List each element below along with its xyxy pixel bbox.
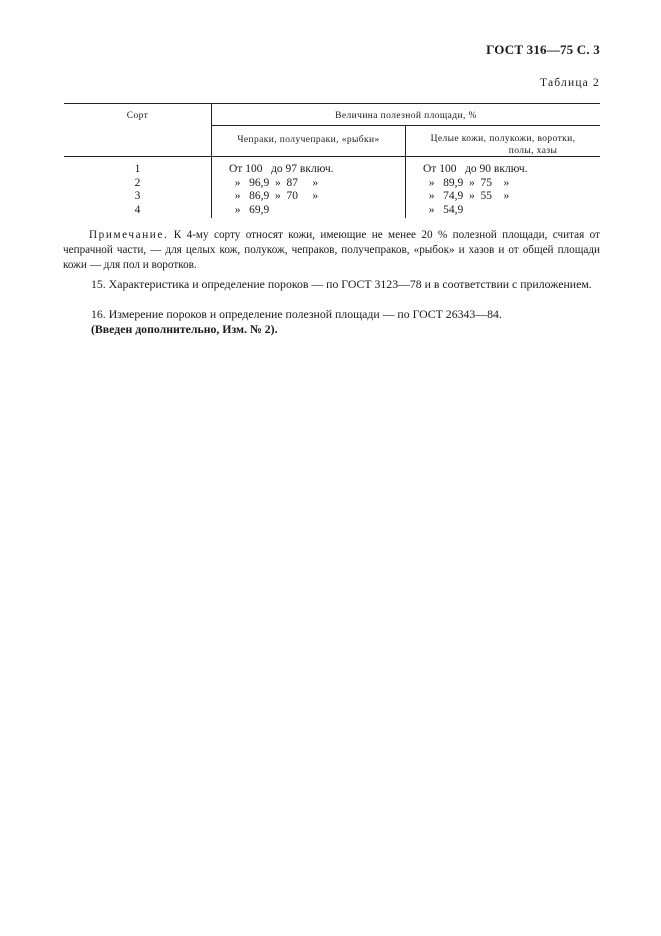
- table-row-value: » 69,9: [229, 203, 270, 216]
- table-caption: Таблица 2: [540, 77, 600, 89]
- note-text: К 4-му сорту относят кожи, имеющие не менее 20 % полезной площади, считая от чепрачной части, — для целых кож, полукож, чепраков, получепраков, «рыбок» и хазов и от общей площади кожи — для пол и воротков.: [63, 229, 600, 271]
- table-row-value: » 89,9 » 75 »: [423, 176, 510, 189]
- sub-col-header-2: [406, 133, 600, 157]
- table-row-sort: 2: [134, 176, 141, 189]
- table-row-value: От 100 до 97 включ.: [229, 163, 334, 175]
- table-row-value: » 54,9: [423, 203, 464, 216]
- table-row-value: » 96,9 » 87 »: [229, 176, 319, 189]
- table-top-rule: [64, 103, 600, 104]
- whole-skins-column: [423, 163, 600, 217]
- table-row-sort: 3: [134, 190, 141, 202]
- sub-col-header-1: Чепраки, получепраки, «рыбки»: [237, 135, 380, 145]
- table-row-value: » 86,9 » 70 »: [229, 190, 319, 202]
- table-row-sort: 4: [134, 203, 141, 216]
- table-row-value: От 100 до 90 включ.: [423, 163, 528, 175]
- sub-col-header-2-line1: Целые кожи, полукожи, воротки,: [430, 134, 576, 144]
- page-header: ГОСТ 316—75 С. 3: [486, 42, 600, 57]
- sub-col-header-2-line2: полы, хазы: [508, 146, 558, 156]
- paragraph-16: 16. Измерение пороков и определение полезной площади — по ГОСТ 26343—84.: [91, 307, 502, 321]
- col-header-area: Величина полезной площади, %: [335, 111, 477, 121]
- table-note: [63, 228, 600, 273]
- chepraki-column: [229, 163, 405, 217]
- col-header-sort: Сорт: [126, 111, 149, 121]
- amendment-note: (Введен дополнительно, Изм. № 2).: [91, 322, 278, 336]
- note-label: Примечание.: [89, 229, 169, 241]
- table-2: [64, 103, 600, 218]
- paragraph-15: 15. Характеристика и определение пороков — по ГОСТ 3123—78 и в соответствии с приложением.: [91, 277, 592, 291]
- table-row-sort: 1: [134, 163, 141, 175]
- table-row-value: » 74,9 » 55 »: [423, 190, 510, 202]
- sort-column: [64, 163, 211, 217]
